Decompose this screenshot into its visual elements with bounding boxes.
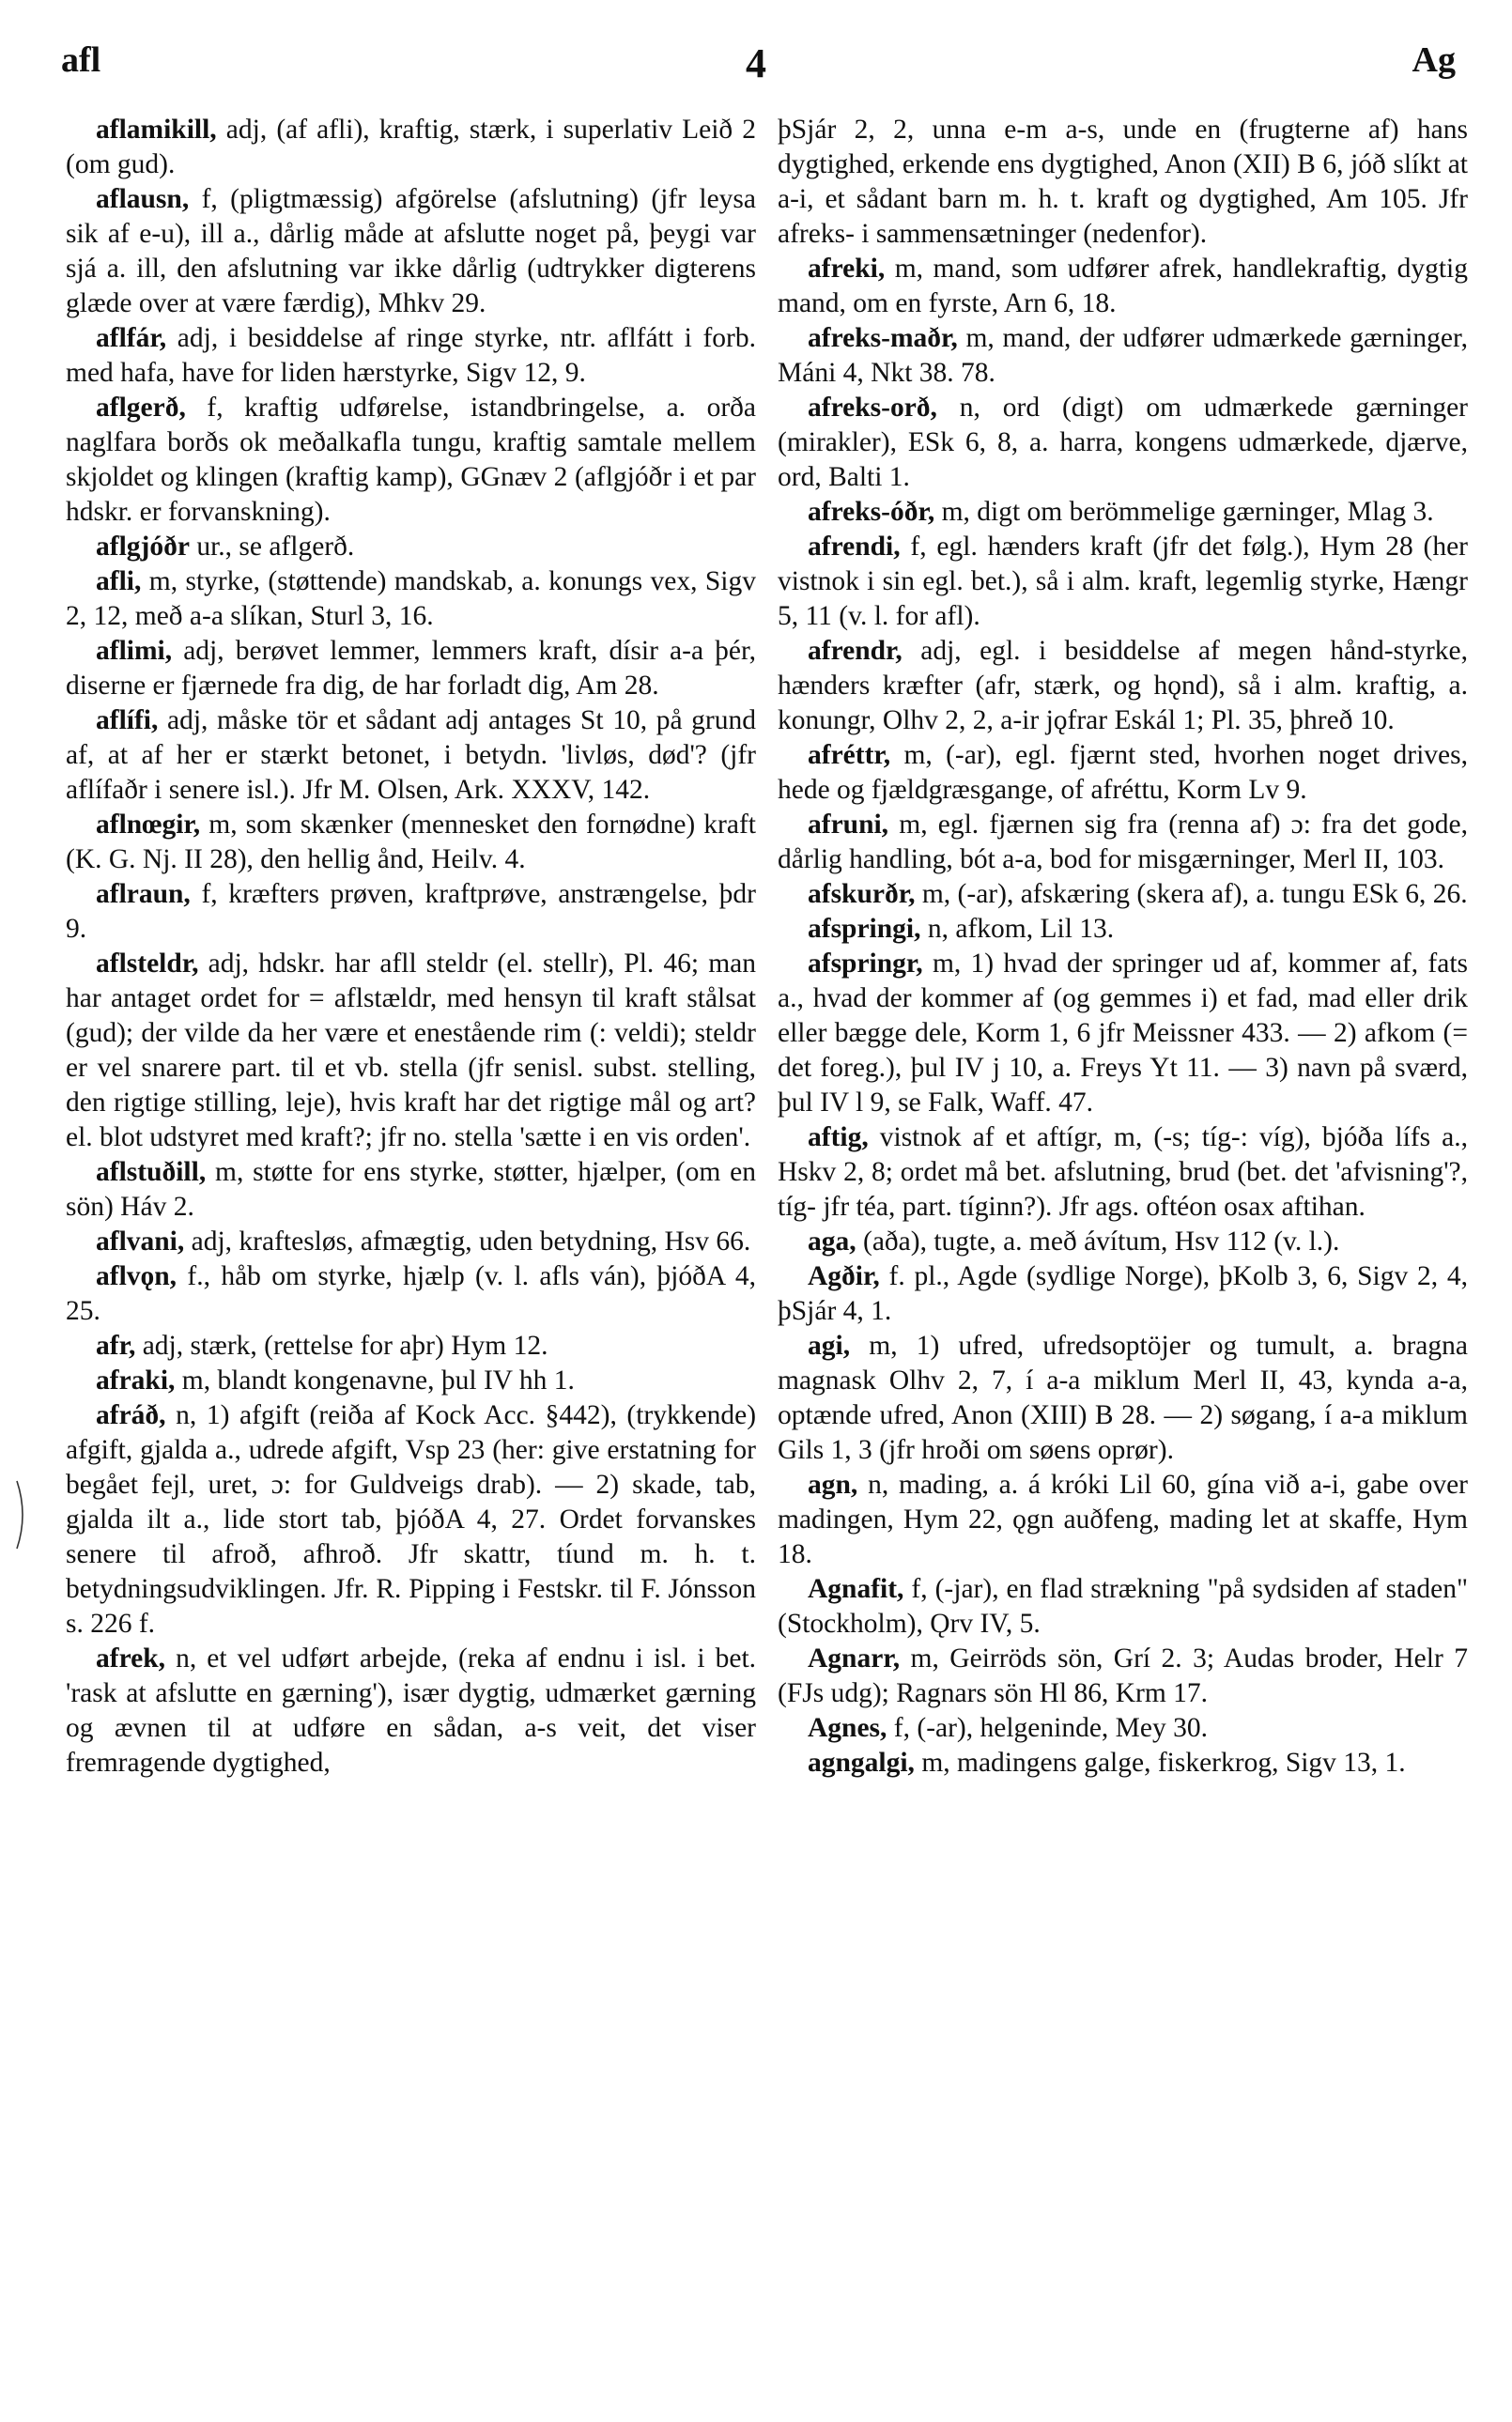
entry-definition: f, kræfters prøven, kraftprøve, anstrængelse, þdr 9. [66,879,756,944]
entry-headword: aflamikill, [96,115,217,145]
entry-headword: aflsteldr, [96,949,199,979]
entry-headword: afskurðr, [808,879,916,909]
dictionary-entry [66,877,756,947]
left-column [66,113,756,1781]
entry-headword: afreks-maðr, [808,323,958,353]
dictionary-entry [66,391,756,530]
entry-headword: afspringr, [808,949,923,979]
entry-headword: aflraun, [96,879,191,909]
entry-headword: afruni, [808,810,889,840]
entry-headword: agngalgi, [808,1748,915,1778]
dictionary-entry [66,1259,756,1329]
dictionary-entry [778,1642,1468,1711]
dictionary-entry [778,1468,1468,1572]
dictionary-entry [778,1746,1468,1781]
entry-headword: Agnafit, [808,1574,904,1604]
dictionary-entry [66,113,756,182]
dictionary-entry [778,321,1468,391]
entry-headword: afr, [96,1331,136,1361]
dictionary-entry [778,877,1468,912]
entry-definition: m, digt om berömmelige gærninger, Mlag 3. [941,497,1434,527]
dictionary-entry [66,1398,756,1642]
entry-headword: aflgerð, [96,393,186,423]
entry-headword: aflvani, [96,1226,185,1257]
entry-definition: f., håb om styrke, hjælp (v. l. afls ván), þjóðA 4, 25. [66,1261,757,1326]
entry-headword: aflgjóðr [96,532,190,562]
dictionary-entry [778,530,1468,634]
entry-definition: m, (-ar), egl. fjærnt sted, hvorhen noget drives, hede og fjældgræsgange, of afréttu, Korm Lv 9. [778,740,1468,805]
entry-definition: n, mading, a. á króki Lil 60, gína við a-i, gabe over madingen, Hym 22, ǫgn auðfeng, mading let at skaffe, Hym 18. [778,1470,1468,1569]
dictionary-entry [778,1329,1468,1468]
entry-headword: afreki, [808,254,886,284]
entry-definition: f, (-jar), en flad strækning "på sydsiden af staden" (Stockholm), Ǫrv IV, 5. [778,1574,1468,1639]
entry-definition: m, (-ar), afskæring (skera af), a. tungu ESk 6, 26. [921,879,1468,909]
entry-headword: afli, [96,566,142,596]
entry-definition: n, et vel udført arbejde, (reka af endnu i isl. i bet. 'rask at afslutte en gærning'), især dygtig, udmærket gærning og ævnen til at udføre en sådan, a-s veit, det viser fremragende dygtighed, [66,1643,757,1778]
dictionary-entry [778,1572,1468,1642]
dictionary-entry [66,1329,756,1364]
entry-definition: m, som skænker (mennesket den fornødne) kraft (K. G. Nj. II 28), den hellig ånd, Heilv. 4. [66,810,756,874]
entry-definition: vistnok af et aftígr, m, (-s; tíg-: víg), bjóða lífs a., Hskv 2, 8; ordet må bet. afslutning, brud (bet. det 'afvisning'?, tíg- jfr téa, part. tíginn?). Jfr ags. oftéon osax aftihan. [778,1122,1468,1222]
entry-definition: adj, hdskr. har afll steldr (el. stellr), Pl. 46; man har antaget ordet for = aflstældr, med hensyn til kraft stålsat (gud); der vilde da her være et enestående rim (: veldi); steldr er vel snarere part. til et vb. stella (jfr senisl. subst. stelling, den rigtige stilling, leje), hvis kraft har det rigtige mål og art? el. blot udstyret med kraft?; jfr no. stella 'sætte i en vis orden'. [66,949,756,1152]
dictionary-entry [778,113,1468,252]
right-column [778,113,1468,1781]
entry-headword: agn, [808,1470,858,1500]
dictionary-entry [778,252,1468,321]
running-headword-right: Ag [1412,40,1456,80]
dictionary-entry [778,947,1468,1120]
dictionary-entry [778,1225,1468,1259]
entry-definition: n, afkom, Lil 13. [927,914,1115,944]
dictionary-entry [778,1259,1468,1329]
entry-headword: aflvǫn, [96,1261,177,1291]
dictionary-entry [66,703,756,808]
entry-definition: m, egl. fjærnen sig fra (renna af) ɔ: fra det gode, dårlig handling, bót a-a, bod for misgærninger, Merl II, 103. [778,810,1468,874]
entry-definition: m, støtte for ens styrke, støtter, hjælper, (om en sön) Háv 2. [66,1157,756,1222]
dictionary-entry [778,634,1468,738]
entry-headword: Agnarr, [808,1643,901,1674]
entry-headword: agi, [808,1331,851,1361]
entry-definition: m, madingens galge, fiskerkrog, Sigv 13, 1. [921,1748,1406,1778]
dictionary-entry [778,391,1468,495]
entry-definition: adj, egl. i besiddelse af megen hånd-styrke, hænders kræfter (afr, stærk, og hǫnd), så i alm. kraftig, a. konungr, Olhv 2, 2, a-ir jǫfrar Eskál 1; Pl. 35, þhreð 10. [778,636,1468,735]
entry-definition: f, (-ar), helgeninde, Mey 30. [893,1713,1209,1743]
entry-headword: Agnes, [808,1713,887,1743]
entry-definition: m, 1) ufred, ufredsoptöjer og tumult, a. bragna magnask Olhv 2, 7, í a-a miklum Merl II, 43, kynda a-a, optænde ufred, Anon (XIII) B 28. — 2) søgang, í a-a miklum Gils 1, 3 (jfr hroði om søens oprør). [778,1331,1468,1465]
entry-definition: adj, kraftesløs, afmægtig, uden betydning, Hsv 66. [191,1226,751,1257]
entry-headword: aflausn, [96,184,190,214]
entry-definition: adj, (af afli), kraftig, stærk, i superlativ Leið 2 (om gud). [66,115,757,179]
running-headword-left: afl [61,40,101,80]
entry-headword: aflimi, [96,636,173,666]
entry-definition: f, (pligtmæssig) afgörelse (afslutning) (jfr leysa sik af e-u), ill a., dårlig måde at afslutte noget på, þeygi var sjá a. ill, den afslutning var ikke dårlig (udtrykker digterens glæde over at være færdig), Mhkv 29. [66,184,757,318]
dictionary-entry [778,808,1468,877]
dictionary-entry [66,1225,756,1259]
dictionary-entry [778,495,1468,530]
entry-headword: afrek, [96,1643,166,1674]
entry-definition: ur., se aflgerð. [196,532,355,562]
dictionary-entry [778,738,1468,808]
entry-definition: m, Geirröds sön, Grí 2. 3; Audas broder, Helr 7 (FJs udg); Ragnars sön Hl 86, Krm 17. [778,1643,1468,1708]
dictionary-entry [778,1711,1468,1746]
entry-headword: aflnœgir, [96,810,201,840]
dictionary-entry [66,634,756,703]
dictionary-entry [66,321,756,391]
dictionary-entry [66,564,756,634]
entry-definition: adj, berøvet lemmer, lemmers kraft, dísir a-a þér, diserne er fjærnede fra dig, de har forladt dig, Am 28. [66,636,756,701]
entry-definition: m, mand, som udfører afrek, handlekraftig, dygtig mand, om en fyrste, Arn 6, 18. [778,254,1468,318]
entry-definition: n, 1) afgift (reiða af Kock Acc. §442), (trykkende) afgift, gjalda a., udrede afgift, Vsp 23 (her: give erstatning for begået fejl, uret, ɔ: for Guldveigs drab). — 2) skade, tab, gjalda ilt a., lide stort tab, þjóðA 4, 27. Ordet forvanskes senere til afroð, afhroð. Jfr skattr, tíund m. h. t. betydningsudviklingen. Jfr. R. Pipping i Festskr. til F. Jónsson s. 226 f. [66,1400,757,1639]
entry-headword: Agðir, [808,1261,880,1291]
entry-headword: afrendi, [808,532,901,562]
entry-headword: afrendr, [808,636,903,666]
entry-headword: aflífi, [96,705,159,735]
entry-headword: afráð, [96,1400,166,1430]
entry-headword: aflfár, [96,323,167,353]
dictionary-entry [66,1364,756,1398]
dictionary-entry [778,1120,1468,1225]
entry-definition: þSjár 2, 2, unna e-m a-s, unde en (frugterne af) hans dygtighed, erkende ens dygtighed, Anon (XII) B 6, jóð slíkt at a-i, et sådant barn m. h. t. kraft og dygtighed, Am 105. Jfr afreks- i sammensætninger (nedenfor). [778,115,1468,249]
entry-definition: f, egl. hænders kraft (jfr det følg.), Hym 28 (her vistnok i sin egl. bet.), så i alm. kraft, legemlig styrke, Hængr 5, 11 (v. l. for afl). [778,532,1468,631]
entry-headword: aga, [808,1226,856,1257]
entry-headword: afreks-orð, [808,393,937,423]
dictionary-entry [66,808,756,877]
page-header [0,39,1512,96]
entry-headword: afréttr, [808,740,891,770]
entry-headword: aflstuðill, [96,1157,207,1187]
dictionary-entry [66,1642,756,1781]
entry-definition: m, blandt kongenavne, þul IV hh 1. [181,1365,575,1396]
entry-definition: f. pl., Agde (sydlige Norge), þKolb 3, 6, Sigv 2, 4, þSjár 4, 1. [778,1261,1469,1326]
dictionary-entry [66,182,756,321]
entry-definition: adj, måske tör et sådant adj antages St 10, på grund af, at af her er stærkt betonet, i betydn. 'livløs, død'? (jfr aflífaðr i senere isl.). Jfr M. Olsen, Ark. XXXV, 142. [66,705,757,805]
margin-bracket-mark [13,1479,32,1550]
entry-definition: f, kraftig udførelse, istandbringelse, a. orða naglfara borðs ok meðalkafla tungu, kraftig samtale mellem skjoldet og klingen (kraftig kamp), GGnæv 2 (aflgjóðr i et par hdskr. er forvanskning). [66,393,757,527]
entry-definition: adj, stærk, (rettelse for aþr) Hym 12. [142,1331,548,1361]
entry-definition: (aða), tugte, a. með ávítum, Hsv 112 (v. l.). [863,1226,1340,1257]
entry-definition: n, ord (digt) om udmærkede gærninger (mirakler), ESk 6, 8, a. harra, kongens udmærkede, djærve, ord, Balti 1. [778,393,1468,492]
entry-headword: afspringi, [808,914,921,944]
dictionary-entry [66,530,756,564]
entry-headword: afraki, [96,1365,176,1396]
dictionary-entry [66,1155,756,1225]
entry-definition: adj, i besiddelse af ringe styrke, ntr. aflfátt i forb. med hafa, have for liden hærstyrke, Sigv 12, 9. [66,323,757,388]
entry-headword: aftig, [808,1122,869,1152]
entry-definition: m, mand, der udfører udmærkede gærninger, Máni 4, Nkt 38. 78. [778,323,1468,388]
entry-definition: m, 1) hvad der springer ud af, kommer af, fats a., hvad der kommer af (og gemmes i) et fad, mad eller drik eller bægge dele, Korm 1, 6 jfr Meissner 433. — 2) afkom (= det foreg.), þul IV j 10, a. Freys Yt 11. — 3) navn på sværd, þul IV l 9, se Falk, Waff. 47. [778,949,1469,1118]
entry-headword: afreks-óðr, [808,497,935,527]
dictionary-entry [778,912,1468,947]
dictionary-entry [66,947,756,1155]
page-number: 4 [746,40,766,86]
entry-definition: m, styrke, (støttende) mandskab, a. konungs vex, Sigv 2, 12, með a-a slíkan, Sturl 3, 16. [66,566,757,631]
